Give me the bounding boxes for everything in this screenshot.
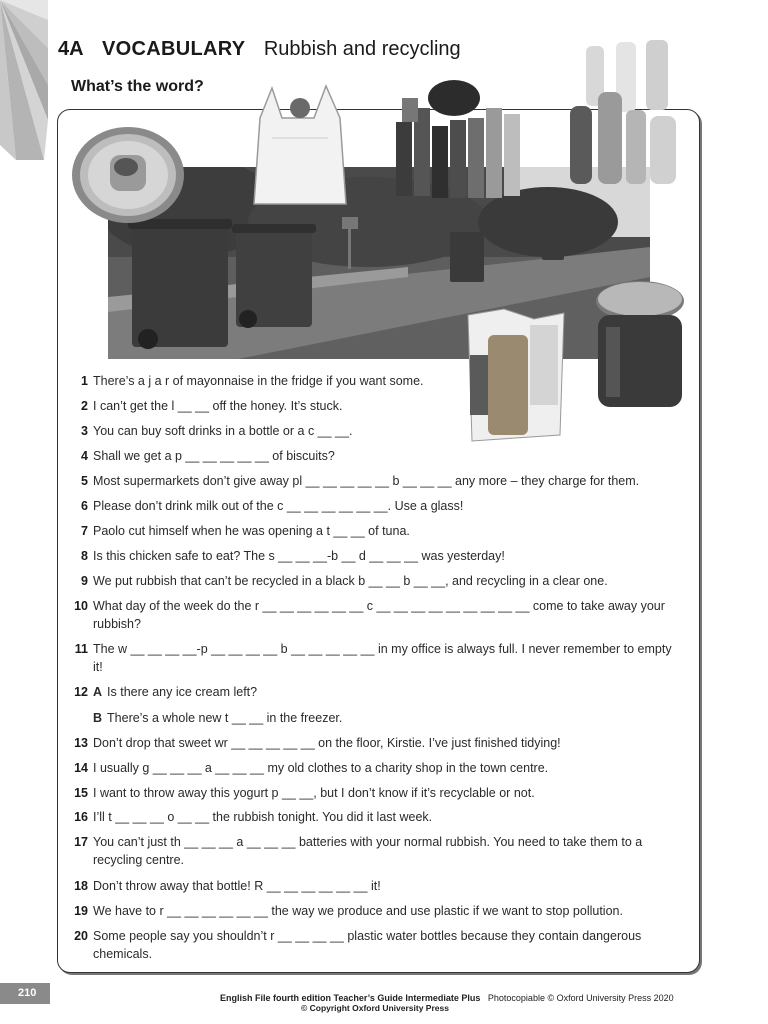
question-text: Shall we get a p __ __ __ __ __ of biscuits? [93,449,335,463]
question-number: 4 [81,449,88,463]
footer-book-title: English File fourth edition Teacher’s Guide Intermediate Plus [220,993,481,1003]
question-number: 11 [74,642,88,656]
street-bins-photo [108,167,650,359]
question-text: The w __ __ __ __-p __ __ __ __ b __ __ __ __ __ in my office is always full. I never remember to empty it! [93,642,672,674]
question-number: 19 [74,904,88,918]
question-number: 14 [74,761,88,775]
question-text: You can buy soft drinks in a bottle or a c __ __. [93,424,353,438]
question-text: Don’t drop that sweet wr __ __ __ __ __ on the floor, Kirstie. I’ve just finished tidying! [93,736,561,750]
footer-credits [220,993,674,1003]
question-number: 6 [81,499,88,513]
unit-topic: Rubbish and recycling [263,38,461,60]
question-text: I usually g __ __ __ a __ __ __ my old clothes to a charity shop in the town centre. [93,761,549,775]
can-lid-image [70,125,188,227]
unit-name: VOCABULARY [102,38,246,60]
dialogue-line-a [93,683,257,701]
question-number: 18 [74,879,88,893]
question-number: 2 [81,399,88,413]
question-text: Is this chicken safe to eat? The s __ __ __-b __ d __ __ __ was yesterday! [93,549,505,563]
footer-copyright: © Copyright Oxford University Press [301,1003,449,1013]
footer-photocopiable: Photocopiable © Oxford University Press 2020 [487,993,674,1003]
question-number: 5 [81,474,88,488]
question-text: Please don’t drink milk out of the c __ __ __ __ __ __. Use a glass! [93,499,464,513]
question-text: What day of the week do the r __ __ __ __ __ __ c __ __ __ __ __ __ __ __ __ come to take away your rubbish? [93,599,665,631]
question-text: Don’t throw away that bottle! R __ __ __ __ __ __ it! [93,879,381,893]
question-number: 17 [74,835,88,849]
jar-image [592,277,688,413]
page-header [58,38,461,61]
question-number: 8 [81,549,88,563]
question-text: You can’t just th __ __ __ a __ __ __ batteries with your normal rubbish. You need to take them to a recycling centre. [93,835,643,867]
question-text: Most supermarkets don’t give away pl __ __ __ __ __ b __ __ __ any more – they charge for them. [93,474,640,488]
exercise-title: What’s the word? [71,78,204,95]
question-text: We have to r __ __ __ __ __ __ the way we produce and use plastic if we want to stop pollution. [93,904,623,918]
question-text: I want to throw away this yogurt p __ __, but I don’t know if it’s recyclable or not. [93,786,535,800]
batteries-image [392,78,526,202]
question-text: I can’t get the l __ __ off the honey. It’s stuck. [93,399,343,413]
unit-code: 4A [58,38,84,60]
dialogue-a-text: Is there any ice cream left? [107,685,258,699]
question-text: Some people say you shouldn’t r __ __ __ __ plastic water bottles because they contain dangerous chemicals. [93,929,642,961]
speaker-a-label: A [93,685,103,699]
speaker-b-label: B [93,711,103,725]
question-text: I’ll t __ __ __ o __ __ the rubbish tonight. You did it last week. [93,810,433,824]
question-text: Paolo cut himself when he was opening a t __ __ of tuna. [93,524,410,538]
question-number: 20 [74,929,88,943]
corner-decoration [0,0,48,165]
page-number: 210 [0,983,50,1004]
question-number: 10 [74,599,88,613]
dialogue-line-b [93,709,342,727]
question-number: 3 [81,424,88,438]
question-number: 13 [74,736,88,750]
question-number: 1 [81,374,88,388]
question-text: We put rubbish that can’t be recycled in a black b __ __ b __ __, and recycling in a clear one. [93,574,608,588]
question-number: 9 [81,574,88,588]
question-number: 7 [81,524,88,538]
plastic-bag-image [252,78,348,208]
question-text: There’s a j a r of mayonnaise in the fridge if you want some. [93,374,424,388]
question-number: 12 [74,685,88,699]
dialogue-b-text: There’s a whole new t __ __ in the freezer. [107,711,343,725]
question-number: 15 [74,786,88,800]
bottles-image [566,36,686,188]
question-number: 16 [74,810,88,824]
